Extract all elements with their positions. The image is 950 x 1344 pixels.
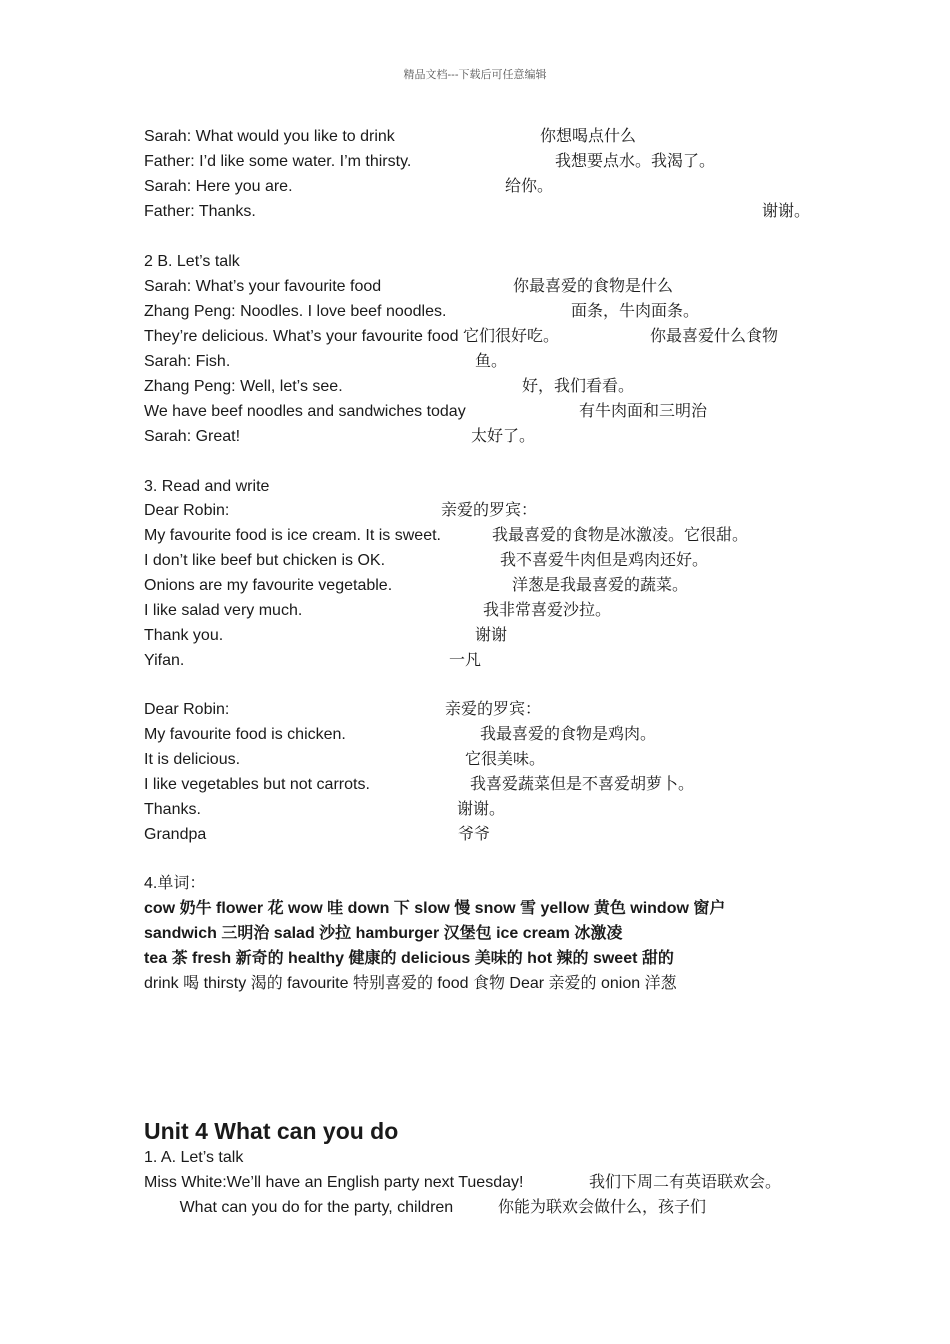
chinese-text: 鱼。: [475, 353, 508, 370]
english-text: Thanks.: [144, 801, 201, 818]
chinese-text: 谢谢: [475, 627, 508, 644]
chinese-text: 我想要点水。我渴了。: [555, 153, 716, 170]
chinese-text: 好，我们看看。: [522, 378, 635, 395]
english-text: Onions are my favourite vegetable.: [144, 577, 393, 594]
english-text: Father: I’d like some water. I’m thirsty.: [144, 153, 412, 170]
english-text: Yifan.: [144, 652, 185, 669]
english-text: Sarah: What would you like to drink: [144, 128, 395, 145]
chinese-text: 太好了。: [471, 428, 536, 445]
chinese-text: 谢谢。: [762, 203, 811, 220]
chinese-text: 有牛肉面和三明治: [579, 403, 708, 420]
chinese-text: 洋葱是我最喜爱的蔬菜。: [512, 577, 689, 594]
chinese-text: 谢谢。: [457, 801, 506, 818]
english-text: What can you do for the party, children: [144, 1199, 454, 1216]
english-text: I like vegetables but not carrots.: [144, 776, 370, 793]
english-text: Sarah: Great!: [144, 428, 241, 445]
english-text: My favourite food is ice cream. It is sweet.: [144, 527, 441, 544]
chinese-text: 给你。: [505, 178, 554, 195]
english-text: Dear Robin:: [144, 701, 230, 718]
chinese-text: 我不喜爱牛肉但是鸡肉还好。: [500, 552, 709, 569]
english-text: Sarah: Fish.: [144, 353, 231, 370]
english-text: I like salad very much.: [144, 602, 303, 619]
english-text: We have beef noodles and sandwiches today: [144, 403, 466, 420]
chinese-text: 亲爱的罗宾：: [445, 701, 542, 718]
english-text: My favourite food is chicken.: [144, 726, 346, 743]
english-text: They’re delicious. What’s your favourite food 它们很好吃。: [144, 328, 559, 345]
english-text: Zhang Peng: Well, let’s see.: [144, 378, 343, 395]
chinese-text: 面条，牛肉面条。: [571, 303, 700, 320]
english-text: Father: Thanks.: [144, 203, 256, 220]
chinese-text: 你最喜爱的食物是什么: [513, 278, 674, 295]
chinese-text: 爷爷: [458, 826, 491, 843]
chinese-text: 你最喜爱什么食物: [650, 328, 779, 345]
english-text: Grandpa: [144, 826, 207, 843]
chinese-text: 你想喝点什么: [540, 128, 637, 145]
english-text: Miss White:We’ll have an English party next Tuesday!: [144, 1174, 524, 1191]
english-text: It is delicious.: [144, 751, 241, 768]
chinese-text: 你能为联欢会做什么，孩子们: [498, 1199, 707, 1216]
english-text: Dear Robin:: [144, 502, 230, 519]
chinese-text: 我最喜爱的食物是冰激凌。它很甜。: [492, 527, 749, 544]
chinese-text: 一凡: [449, 652, 482, 669]
chinese-text: 亲爱的罗宾：: [441, 502, 538, 519]
unit-title: Unit 4 What can you do: [144, 1118, 399, 1144]
chinese-text: 我们下周二有英语联欢会。: [589, 1174, 782, 1191]
chinese-text: 我最喜爱的食物是鸡肉。: [480, 726, 657, 743]
chinese-text: 我喜爱蔬菜但是不喜爱胡萝卜。: [470, 776, 695, 793]
english-text: Sarah: Here you are.: [144, 178, 293, 195]
english-text: Sarah: What’s your favourite food: [144, 278, 382, 295]
english-text: I don’t like beef but chicken is OK.: [144, 552, 386, 569]
english-text: Zhang Peng: Noodles. I love beef noodles.: [144, 303, 447, 320]
chinese-text: 我非常喜爱沙拉。: [483, 602, 612, 619]
page-header: 精品文档---下载后可任意编辑: [403, 69, 547, 81]
english-text: Thank you.: [144, 627, 224, 644]
chinese-text: 它很美味。: [465, 751, 546, 768]
